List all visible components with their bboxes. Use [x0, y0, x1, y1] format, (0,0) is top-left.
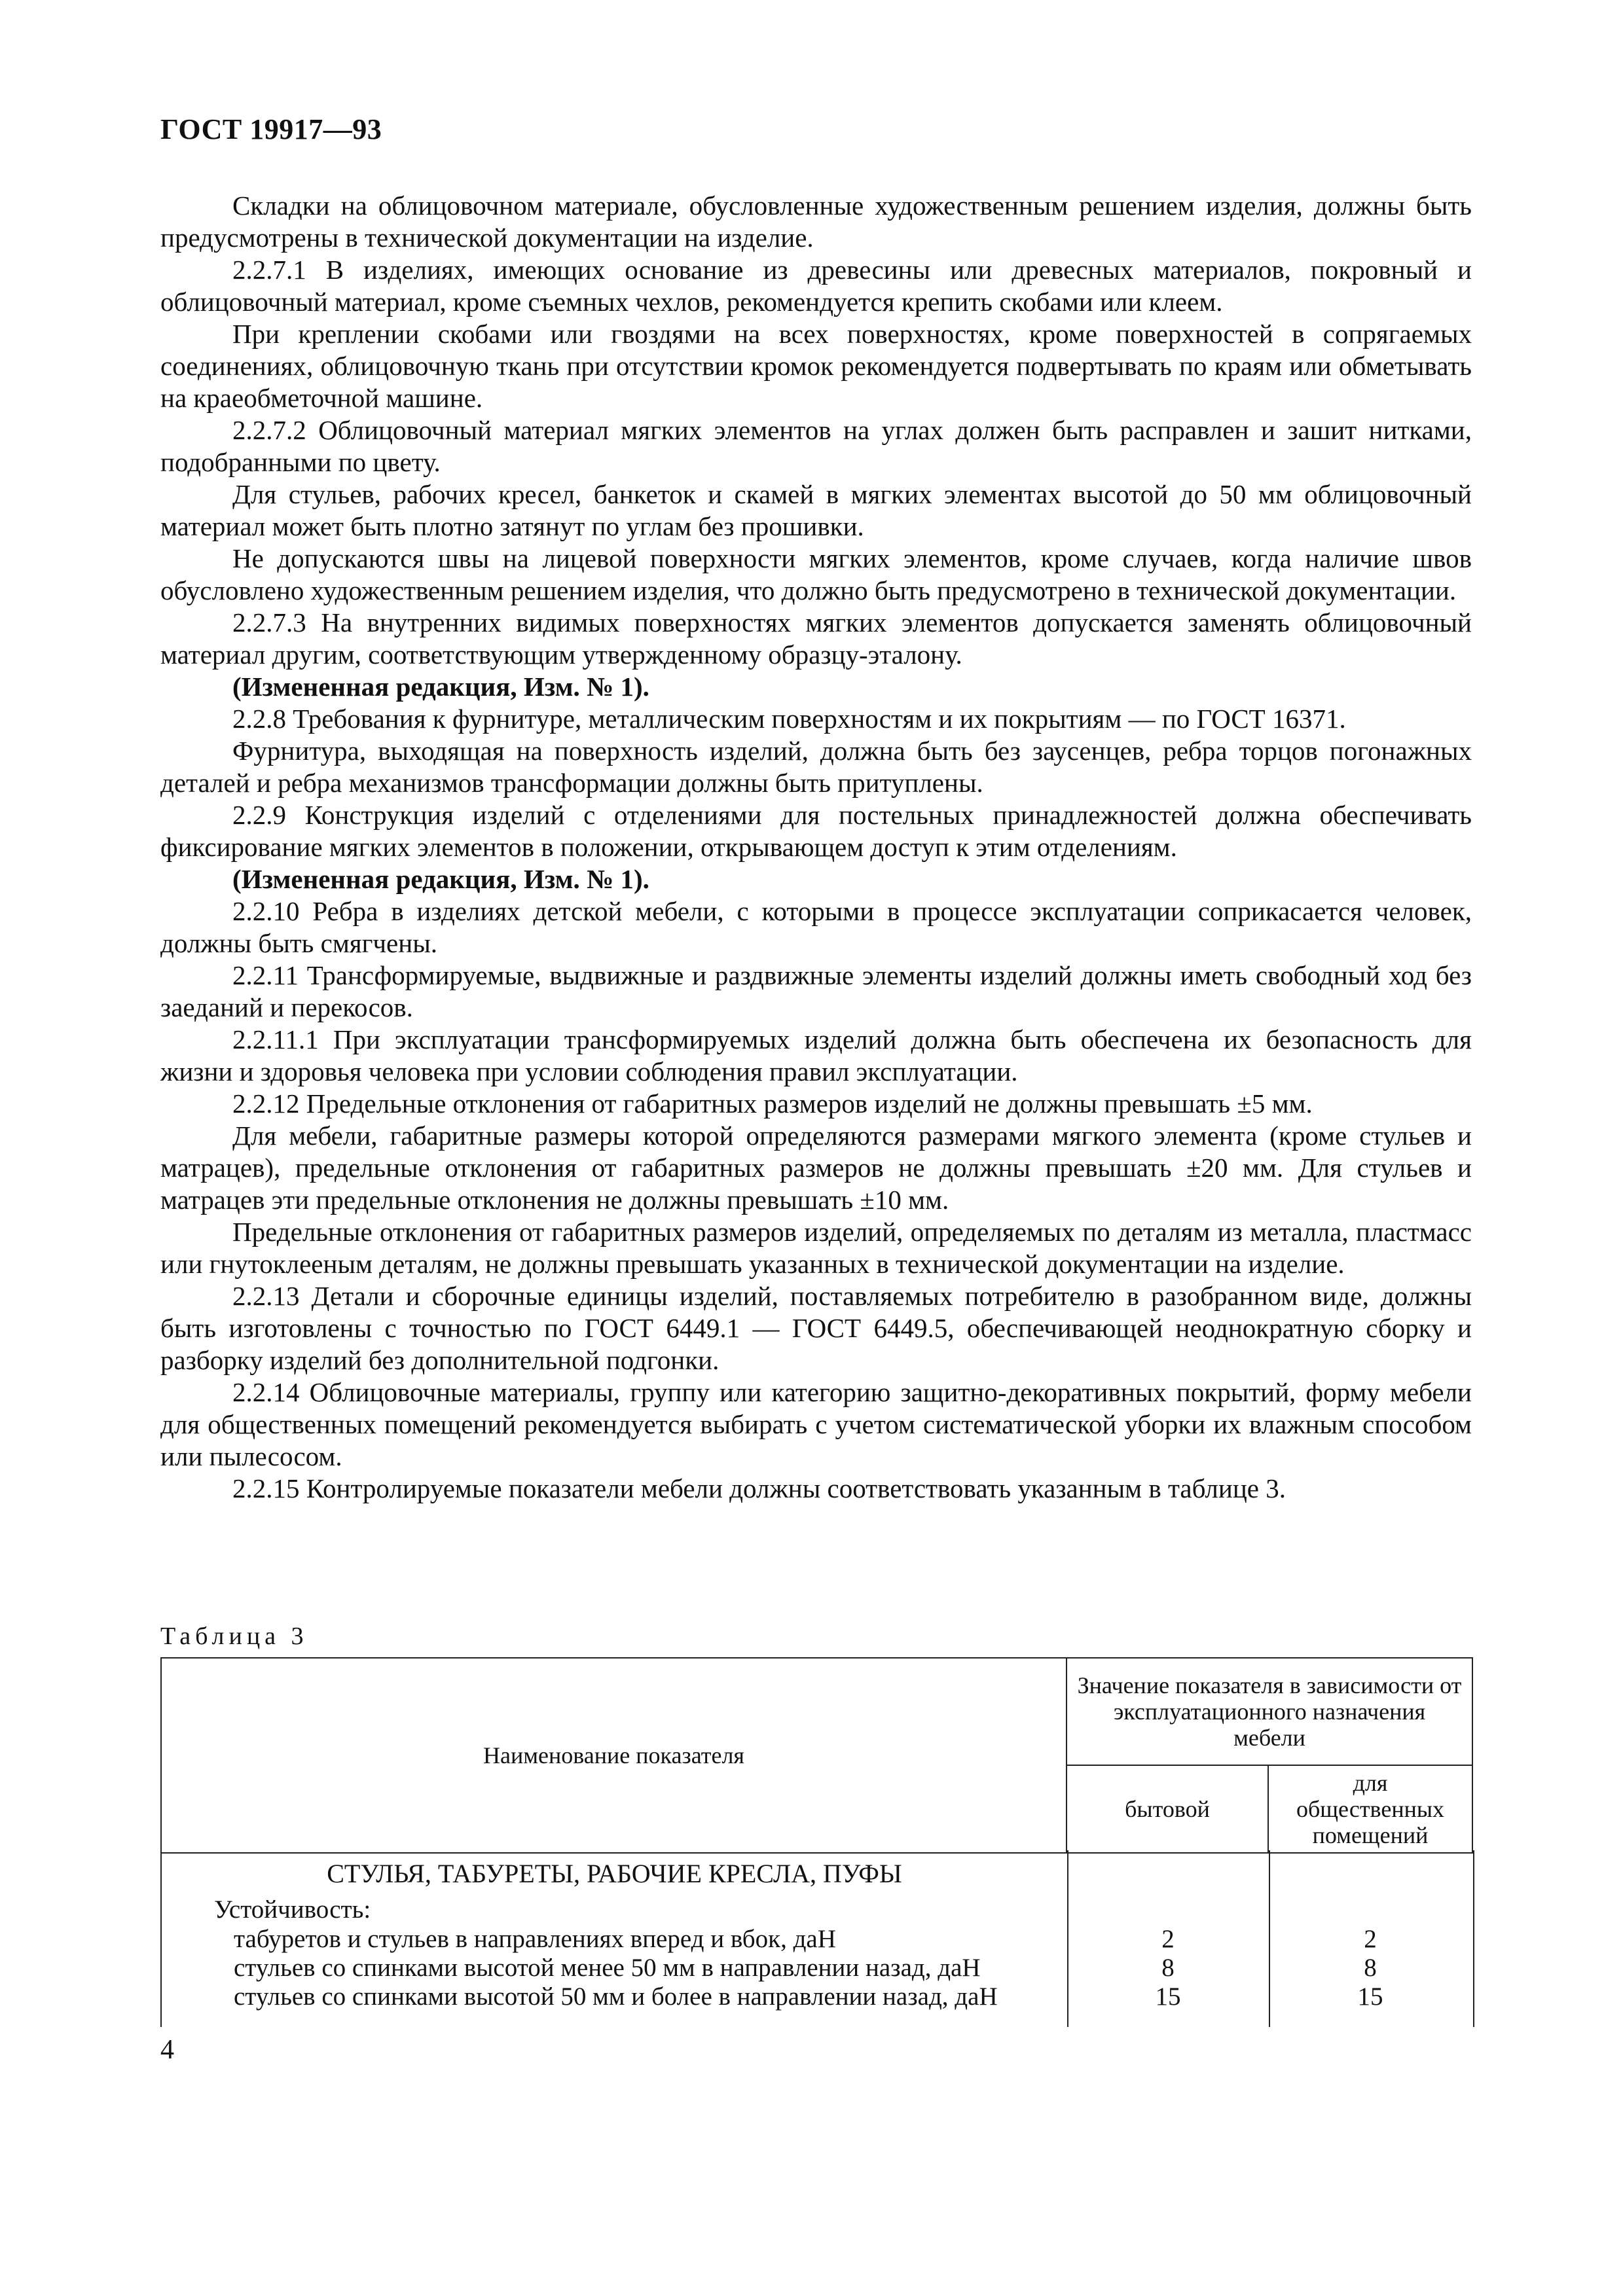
table-caption: Таблица 3 [160, 1623, 308, 1650]
paragraph: 2.2.7.3 На внутренних видимых поверхностях мягких элементов допускается заменять облицовочный материал другим, соответствующим утвержденному образцу-эталону. [160, 607, 1472, 670]
table-3-header [160, 1657, 1473, 1854]
table-cell-household: 15 [1155, 1982, 1181, 2011]
column-divider [1067, 1850, 1068, 2027]
paragraph: Для стульев, рабочих кресел, банкеток и скамей в мягких элементах высотой до 50 мм облицовочный материал может быть плотно затянут по углам без прошивки. [160, 479, 1472, 541]
table-cell-household: 2 [1161, 1925, 1175, 1953]
column-header-household: бытовой [1067, 1765, 1268, 1853]
paragraph: 2.2.11 Трансформируемые, выдвижные и раздвижные элементы изделий должны иметь свободный ход без заеданий и перекосов. [160, 960, 1472, 1022]
paragraph: Фурнитура, выходящая на поверхность изделий, должна быть без заусенцев, ребра торцов погонажных деталей и ребра механизмов трансформации должны быть притуплены. [160, 736, 1472, 798]
paragraph: 2.2.15 Контролируемые показатели мебели должны соответствовать указанным в таблице 3. [232, 1473, 1286, 1503]
page-number: 4 [160, 2035, 174, 2065]
column-header-name: Наименование показателя [161, 1658, 1067, 1853]
table-row-label: стульев со спинками высотой 50 мм и более в направлении назад, даН [234, 1982, 998, 2011]
paragraph: 2.2.7.1 В изделиях, имеющих основание из древесины или древесных материалов, покровный и облицовочный материал, кроме съемных чехлов, рекомендуется крепить скобами или клеем. [160, 255, 1472, 317]
paragraph: 2.2.11.1 При эксплуатации трансформируемых изделий должна быть обеспечена их безопасность для жизни и здоровья человека при условии соблюдения правил эксплуатации. [160, 1024, 1472, 1086]
column-header-public: для общественных помещений [1268, 1765, 1472, 1853]
column-divider [1269, 1850, 1270, 2027]
paragraph: 2.2.13 Детали и сборочные единицы изделий, поставляемых потребителю в разобранном виде, должны быть изготовлены с точностью по ГОСТ 6449.1 — ГОСТ 6449.5, обеспечивающей неоднократную сборку и разборку изделий без дополнительной подгонки. [160, 1281, 1472, 1375]
table-cell-public: 8 [1364, 1954, 1377, 1982]
paragraph: Складки на облицовочном материале, обусловленные художественным решением изделия, должны быть предусмотрены в технической документации на изделие. [160, 190, 1472, 253]
table-cell-household: 8 [1161, 1954, 1175, 1982]
table-3-body [160, 1850, 1474, 2027]
paragraph: 2.2.10 Ребра в изделиях детской мебели, с которыми в процессе эксплуатации соприкасается человек, должны быть смягчены. [160, 896, 1472, 958]
paragraph: При креплении скобами или гвоздями на всех поверхностях, кроме поверхностей в сопрягаемых соединениях, облицовочную ткань при отсутствии кромок рекомендуется подвертывать по краям или обметывать на краеобметочной машине. [160, 319, 1472, 413]
paragraph: Не допускаются швы на лицевой поверхности мягких элементов, кроме случаев, когда наличие швов обусловлено художественным решением изделия, что должно быть предусмотрено в технической документации. [160, 543, 1472, 605]
table-cell-public: 15 [1357, 1982, 1383, 2011]
paragraph: 2.2.12 Предельные отклонения от габаритных размеров изделий не должны превышать ±5 мм. [232, 1088, 1313, 1119]
paragraph: 2.2.14 Облицовочные материалы, группу или категорию защитно-декоративных покрытий, форму мебели для общественных помещений рекомендуется выбирать с учетом систематической уборки их влажным способом или пылесосом. [160, 1377, 1472, 1471]
table-row-label: стульев со спинками высотой менее 50 мм в направлении назад, даН [234, 1954, 981, 1982]
amendment-note: (Измененная редакция, Изм. № 1). [232, 864, 649, 894]
paragraph: 2.2.7.2 Облицовочный материал мягких элементов на углах должен быть расправлен и зашит нитками, подобранными по цвету. [160, 415, 1472, 477]
column-header-value: Значение показателя в зависимости от эксплуатационного назначения мебели [1067, 1658, 1472, 1765]
paragraph: Предельные отклонения от габаритных размеров изделий, определяемых по деталям из металла, пластмасс или гнутоклееным деталям, не должны превышать указанных в технической документации на изделие. [160, 1217, 1472, 1279]
document-header: ГОСТ 19917—93 [160, 113, 382, 145]
paragraph: 2.2.8 Требования к фурнитуре, металлическим поверхностям и их покрытиям — по ГОСТ 16371. [232, 704, 1346, 734]
body-text [160, 190, 1472, 1505]
paragraph: 2.2.9 Конструкция изделий с отделениями для постельных принадлежностей должна обеспечивать фиксирование мягких элементов в положении, открывающем доступ к этим отделениям. [160, 800, 1472, 862]
paragraph: Для мебели, габаритные размеры которой определяются размерами мягкого элемента (кроме стульев и матрацев), предельные отклонения от габаритных размеров не должны превышать ±20 мм. Для стульев и матрацев эти предельные отклонения не должны превышать ±10 мм. [160, 1121, 1472, 1215]
amendment-note: (Измененная редакция, Изм. № 1). [232, 672, 649, 702]
table-section-title: СТУЛЬЯ, ТАБУРЕТЫ, РАБОЧИЕ КРЕСЛА, ПУФЫ [327, 1859, 902, 1888]
table-group-label: Устойчивость: [214, 1895, 371, 1924]
table-cell-public: 2 [1364, 1925, 1377, 1953]
table-row-label: табуретов и стульев в направлениях вперед и вбок, даН [234, 1925, 836, 1953]
